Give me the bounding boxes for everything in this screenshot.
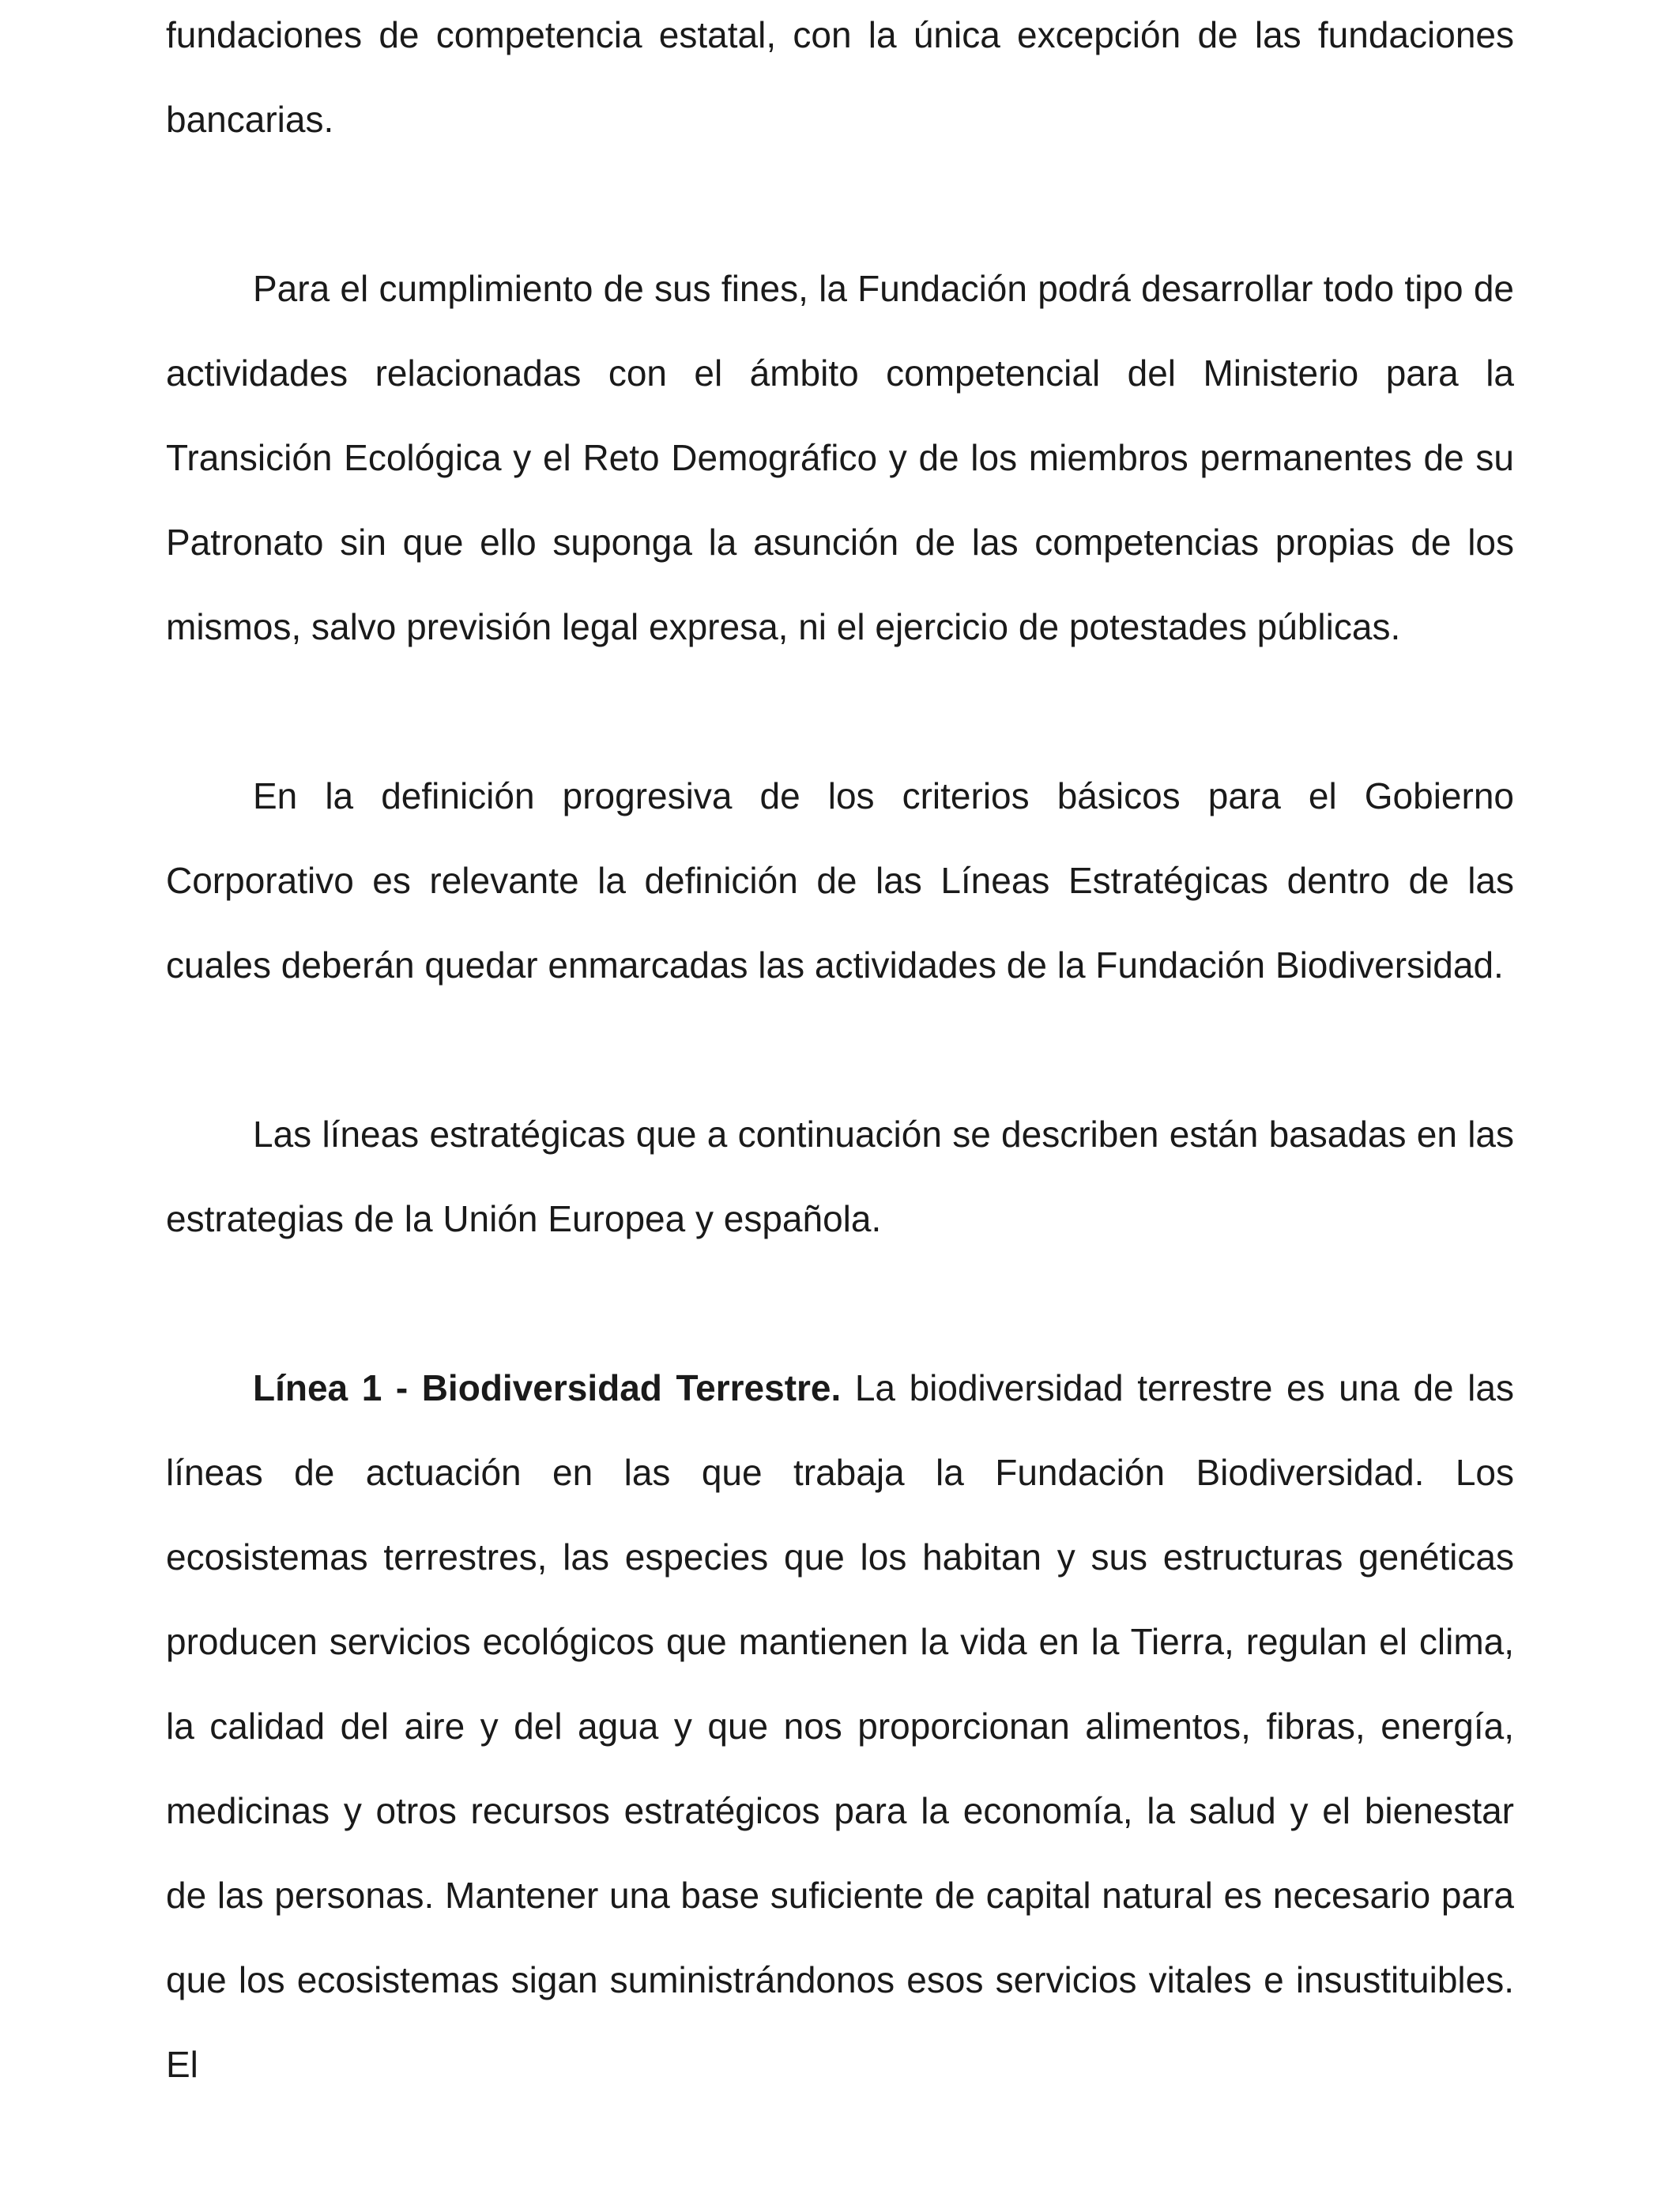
document-page (166, 0, 1514, 2107)
paragraph-lineas-estrategicas: Las líneas estratégicas que a continuación se describen están basadas en las estrategias de la Unión Europea y española. (166, 1114, 1514, 1239)
paragraph-linea-1 (166, 1346, 1514, 2107)
paragraph-gap (166, 1008, 1514, 1092)
paragraph-gap (166, 669, 1514, 754)
linea-1-body: La biodiversidad terrestre es una de las líneas de actuación en las que trabaja la Fundación Biodiversidad. Los ecosistemas terrestres, las especies que los habitan y sus estructuras genéticas producen servicios ecológicos que mantienen la vida en la Tierra, regulan el clima, la calidad del aire y del agua y que nos proporcionan alimentos, fibras, energía, medicinas y otros recursos estratégicos para la economía, la salud y el bienestar de las personas. Mantener una base suficiente de capital natural es necesario para que los ecosistemas sigan suministrándonos esos servicios vitales e insustituibles. El (166, 1367, 1514, 2085)
paragraph-gap (166, 162, 1514, 247)
paragraph-fines: Para el cumplimiento de sus fines, la Fundación podrá desarrollar todo tipo de actividades relacionadas con el ámbito competencial del Ministerio para la Transición Ecológica y el Reto Demográfico y de los miembros permanentes de su Patronato sin que ello suponga la asunción de las competencias propias de los mismos, salvo previsión legal expresa, ni el ejercicio de potestades públicas. (166, 268, 1514, 647)
paragraph-gap (166, 1261, 1514, 1346)
paragraph-gobierno-corporativo: En la definición progresiva de los criterios básicos para el Gobierno Corporativo es relevante la definición de las Líneas Estratégicas dentro de las cuales deberán quedar enmarcadas las actividades de la Fundación Biodiversidad. (166, 775, 1514, 986)
paragraph-continuation: fundaciones de competencia estatal, con la única excepción de las fundaciones bancarias. (166, 14, 1514, 140)
linea-1-heading: Línea 1 - Biodiversidad Terrestre. (253, 1367, 842, 1408)
